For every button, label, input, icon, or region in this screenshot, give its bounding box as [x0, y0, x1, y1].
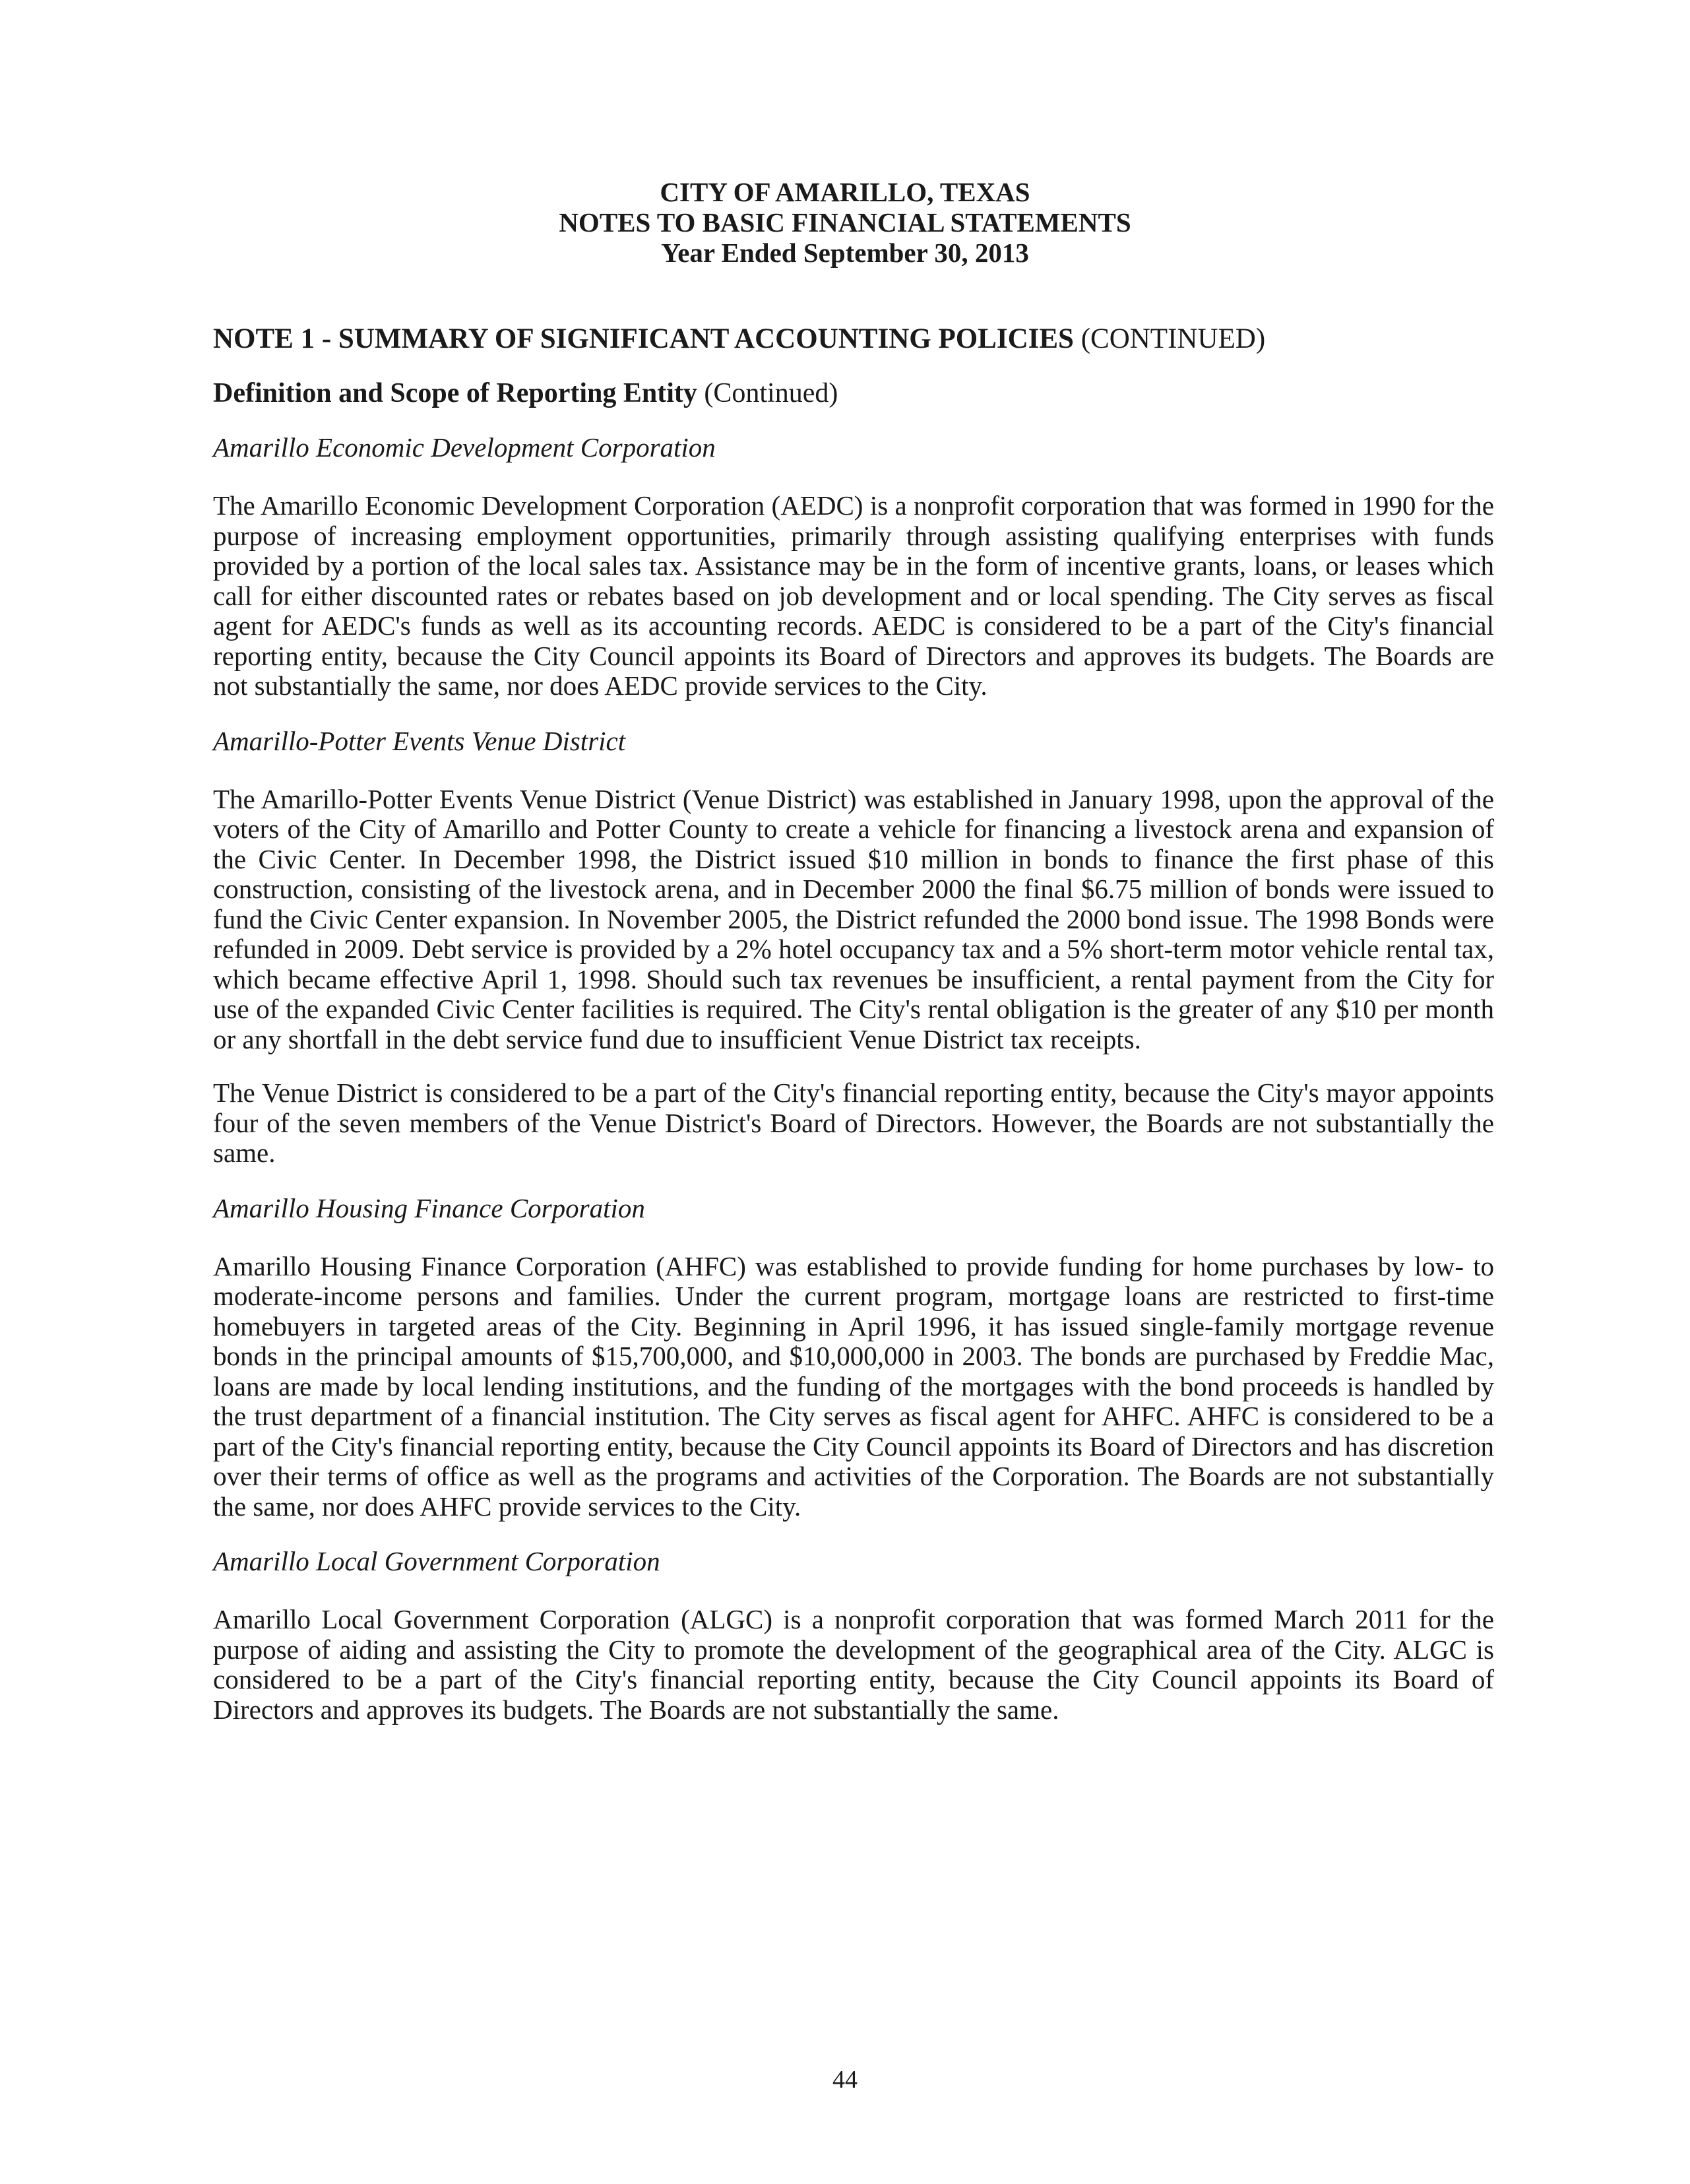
note-heading — [213, 323, 1494, 355]
section-title: Definition and Scope of Reporting Entity — [213, 378, 697, 408]
header-report-title: NOTES TO BASIC FINANCIAL STATEMENTS — [559, 207, 1131, 238]
entity-section-ahfc — [213, 1192, 1494, 1522]
entity-heading: Amarillo-Potter Events Venue District — [213, 725, 626, 756]
note-title: NOTE 1 - SUMMARY OF SIGNIFICANT ACCOUNTING POLICIES — [213, 323, 1074, 354]
entity-paragraph: Amarillo Housing Finance Corporation (AHFC) was established to provide funding for home purchases by low- to moderate-income persons and families. Under the current program, mortgage loans are restricted to first-time homebuyers in targeted areas of the City. Beginning in April 1996, it has issued single-family mortgage revenue bonds in the principal amounts of $15,700,000, and $10,000,000 in 2003. The bonds are purchased by Freddie Mac, loans are made by local lending institutions, and the funding of the mortgages with the bond proceeds is handled by the trust department of a financial institution. The City serves as fiscal agent for AHFC. AHFC is considered to be a part of the City's financial reporting entity, because the City Council appoints its Board of Directors and has discretion over their terms of office as well as the programs and activities of the Corporation. The Boards are not substantially the same, nor does AHFC provide services to the City. — [213, 1250, 1494, 1522]
entity-section-venue-district — [213, 725, 1494, 1169]
entity-section-algc — [213, 1545, 1494, 1725]
entity-paragraph: The Amarillo-Potter Events Venue District (Venue District) was established in January 1998, upon the approval of the voters of the City of Amarillo and Potter County to create a vehicle for financing a livestock arena and expansion of the Civic Center. In December 1998, the District issued $10 million in bonds to finance the first phase of this construction, consisting of the livestock arena, and in December 2000 the final $6.75 million of bonds were issued to fund the Civic Center expansion. In November 2005, the District refunded the 2000 bond issue. The 1998 Bonds were refunded in 2009. Debt service is provided by a 2% hotel occupancy tax and a 5% short-term motor vehicle rental tax, which became effective April 1, 1998. Should such tax revenues be insufficient, a rental payment from the City for use of the expanded Civic Center facilities is required. The City's rental obligation is the greater of any $10 per month or any shortfall in the debt service fund due to insufficient Venue District tax receipts. — [213, 783, 1494, 1054]
page-number: 44 — [832, 2066, 858, 2094]
section-heading — [213, 377, 1494, 409]
note-title-suffix: (CONTINUED) — [1073, 323, 1266, 354]
document-body — [213, 323, 1494, 1749]
entity-section-aedc — [213, 432, 1494, 701]
entity-paragraph: Amarillo Local Government Corporation (ALGC) is a nonprofit corporation that was formed March 2011 for the purpose of aiding and assisting the City to promote the development of the geographical area of the City. ALGC is considered to be a part of the City's financial reporting entity, because the City Council appoints its Board of Directors and approves its budgets. The Boards are not substantially the same. — [213, 1604, 1494, 1725]
section-title-suffix: (Continued) — [697, 378, 838, 408]
entity-paragraph: The Amarillo Economic Development Corporation (AEDC) is a nonprofit corporation that was formed in 1990 for the purpose of increasing employment opportunities, primarily through assisting qualifying enterprises with funds provided by a portion of the local sales tax. Assistance may be in the form of incentive grants, loans, or leases which call for either discounted rates or rebates based on job development and or local spending. The City serves as fiscal agent for AEDC's funds as well as its accounting records. AEDC is considered to be a part of the City's financial reporting entity, because the City Council appoints its Board of Directors and approves its budgets. The Boards are not substantially the same, nor does AEDC provide services to the City. — [213, 490, 1494, 701]
entity-paragraph: The Venue District is considered to be a part of the City's financial reporting entity, because the City's mayor appoints four of the seven members of the Venue District's Board of Directors. However, the Boards are not substantially the same. — [213, 1077, 1494, 1168]
entity-heading: Amarillo Housing Finance Corporation — [213, 1192, 645, 1223]
document-header — [0, 177, 1690, 268]
entity-heading: Amarillo Local Government Corporation — [213, 1546, 660, 1576]
header-city-name: CITY OF AMARILLO, TEXAS — [660, 177, 1030, 207]
header-period: Year Ended September 30, 2013 — [661, 238, 1029, 268]
entity-heading: Amarillo Economic Development Corporation — [213, 432, 716, 463]
